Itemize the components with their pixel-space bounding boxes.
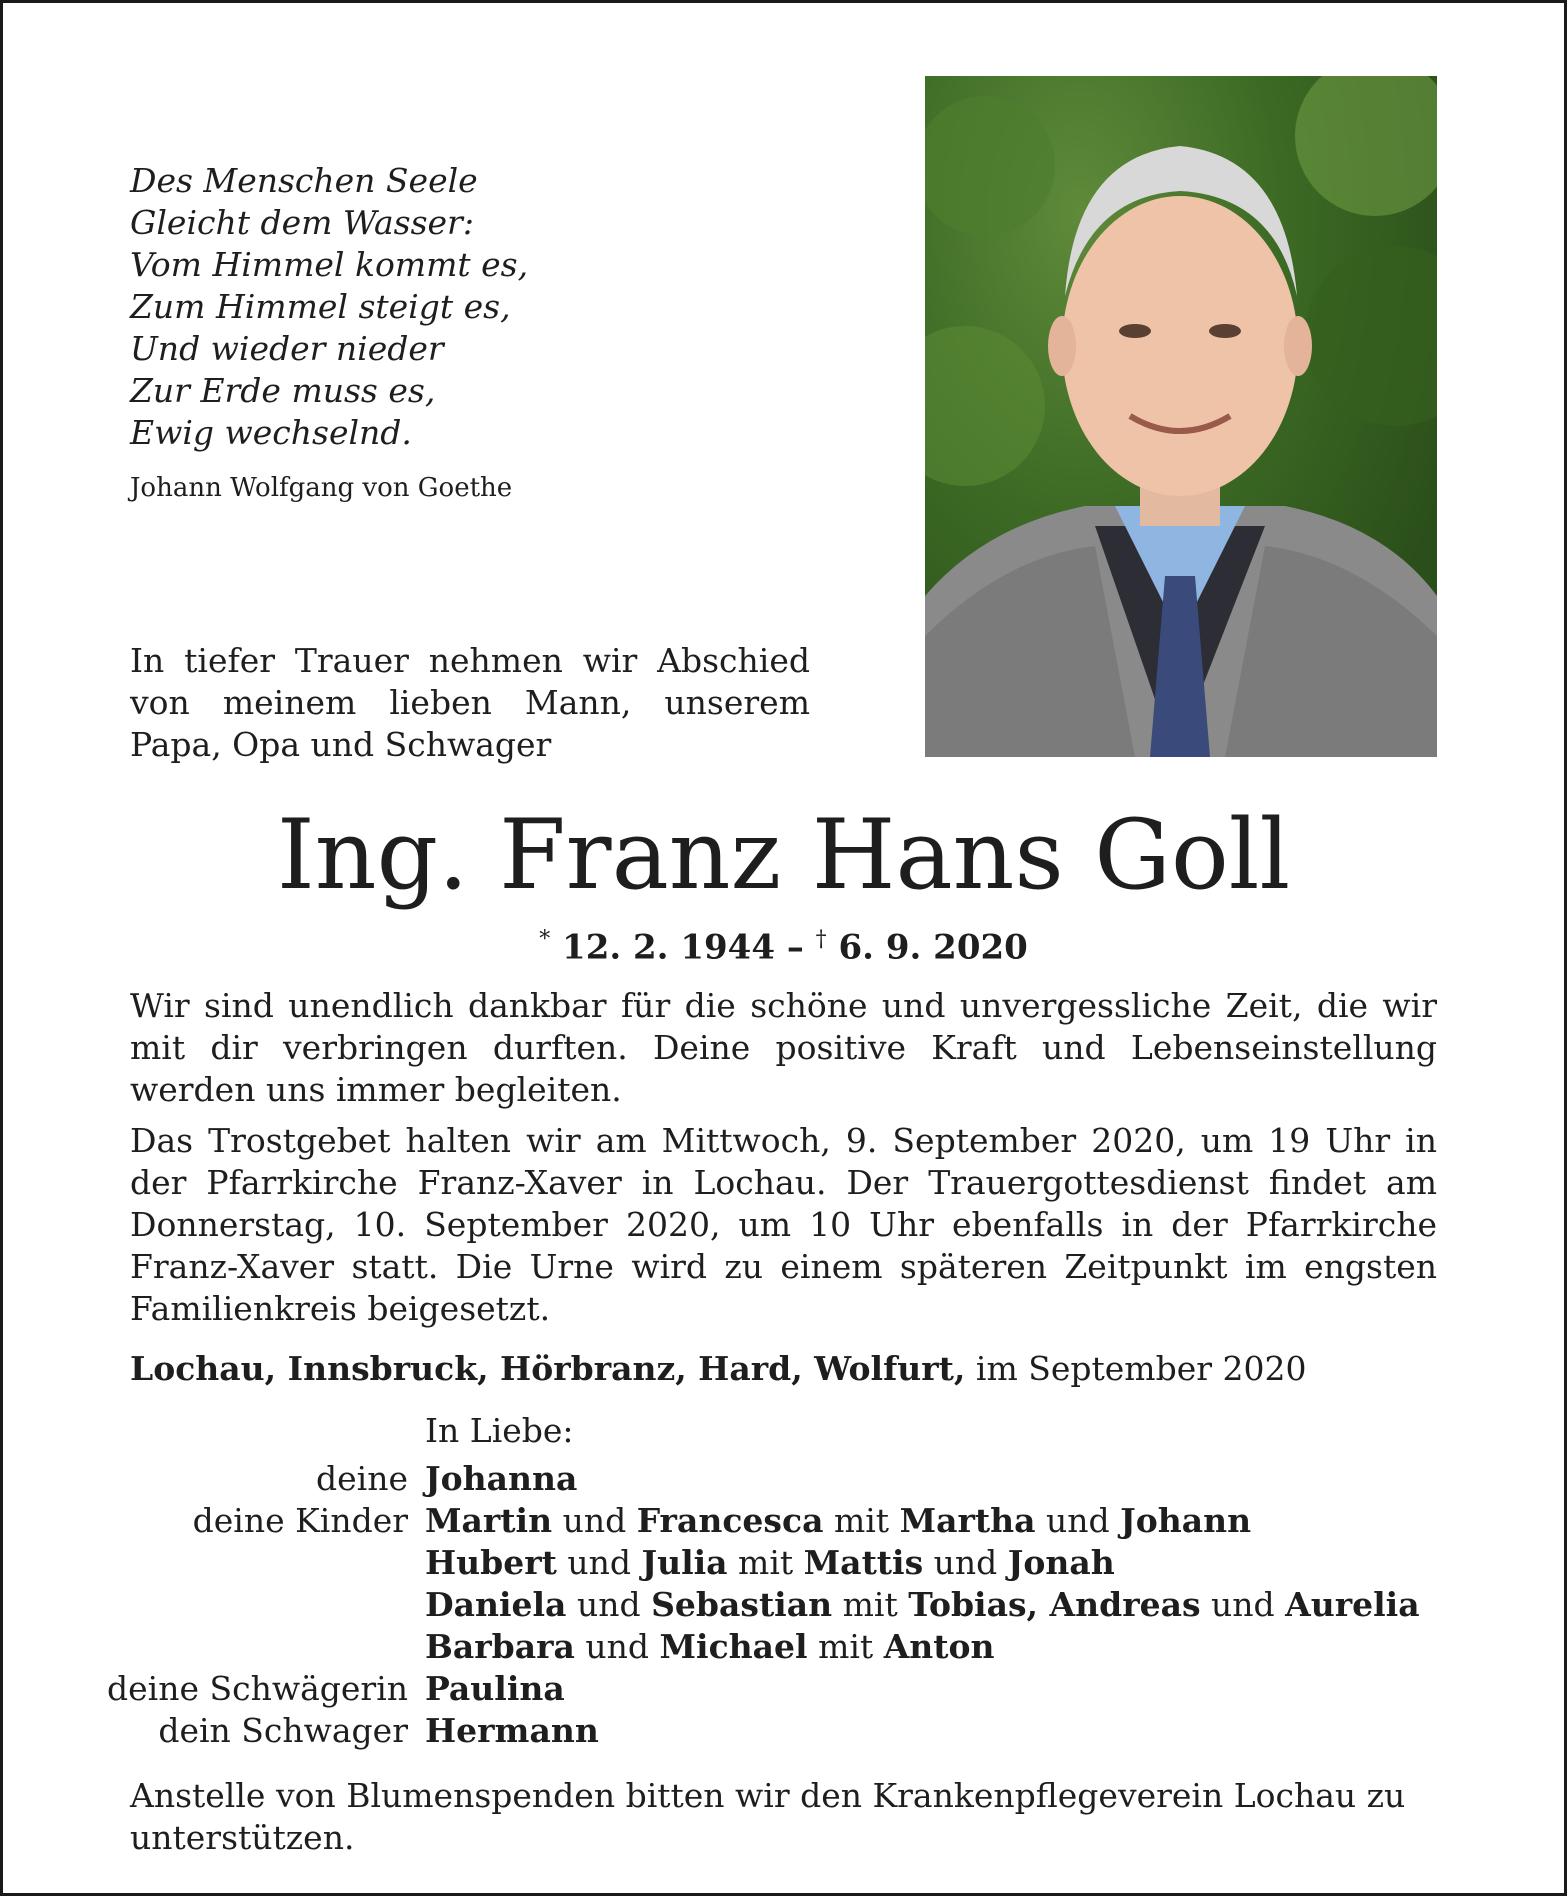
family-member-name: Anton	[883, 1627, 995, 1666]
connector-word: mit	[832, 1585, 909, 1624]
places-line	[130, 1348, 1306, 1390]
deceased-name: Ing. Franz Hans Goll	[276, 799, 1291, 911]
family-names	[425, 1542, 1115, 1584]
family-member-name: Tobias, Andreas	[908, 1585, 1201, 1624]
family-row	[0, 1584, 1567, 1626]
connector-word: mit	[823, 1501, 900, 1540]
gratitude-paragraph: Wir sind unendlich dankbar für die schöne und unvergessliche Zeit, die wir mit dir verbringen durften. Deine positive Kraft und Lebenseinstellung werden uns immer begleiten.	[130, 986, 1437, 1109]
notice-date: im September 2020	[965, 1349, 1307, 1388]
family-member-name: Mattis	[803, 1543, 924, 1582]
family-names	[425, 1500, 1251, 1542]
family-member-name: Martin	[425, 1501, 553, 1540]
family-member-name: Johann	[1120, 1501, 1252, 1540]
connector-word: und	[574, 1627, 660, 1666]
family-member-name: Julia	[641, 1543, 728, 1582]
family-names	[425, 1626, 995, 1668]
family-member-name: Michael	[659, 1627, 808, 1666]
life-dates	[0, 918, 1567, 969]
quote-line: Des Menschen Seele	[130, 161, 478, 200]
family-relation: deine Kinder	[192, 1501, 408, 1540]
family-member-name: Aurelia	[1285, 1585, 1420, 1624]
connector-word: und	[923, 1543, 1008, 1582]
family-member-name: Jonah	[1007, 1543, 1115, 1582]
family-member-name: Hermann	[425, 1711, 599, 1750]
date-separator: –	[774, 927, 816, 968]
family-member-name: Hubert	[425, 1543, 557, 1582]
family-row	[0, 1668, 1567, 1710]
family-member-name: Johanna	[425, 1459, 578, 1498]
family-row	[0, 1626, 1567, 1668]
quote-line: Zum Himmel steigt es,	[130, 287, 511, 326]
family-relation	[0, 1626, 408, 1668]
family-member-name: Sebastian	[651, 1585, 833, 1624]
family-relation: deine Schwägerin	[107, 1669, 408, 1708]
family-names	[425, 1458, 577, 1500]
place-names: Lochau, Innsbruck, Hörbranz, Hard, Wolfurt,	[130, 1349, 966, 1388]
intro-text: In tiefer Trauer nehmen wir Abschied von meinem lieben Mann, unserem Papa, Opa und Schwager	[130, 641, 810, 764]
death-date: 6. 9. 2020	[838, 927, 1028, 968]
portrait-illustration	[925, 76, 1437, 757]
connector-word: und	[566, 1585, 652, 1624]
connector-word: mit	[807, 1627, 884, 1666]
family-member-name: Daniela	[425, 1585, 567, 1624]
family-names	[425, 1584, 1420, 1626]
quote-author: Johann Wolfgang von Goethe	[130, 473, 513, 503]
connector-word: und	[552, 1501, 637, 1540]
quote-line: Zur Erde muss es,	[130, 371, 436, 410]
family-relation: deine	[316, 1459, 408, 1498]
service-info-paragraph: Das Trostgebet halten wir am Mittwoch, 9. September 2020, um 19 Uhr in der Pfarrkirche Franz-Xaver in Lochau. Der Trauergottesdienst findet am Donnerstag, 10. September 2020, um 10 Uhr ebenfalls in der Pfarrkirche Franz-Xaver statt. Die Urne wird zu einem späteren Zeitpunkt im engsten Familienkreis beigesetzt.	[130, 1121, 1437, 1328]
birth-symbol: *	[539, 927, 551, 952]
family-member-name: Barbara	[425, 1627, 575, 1666]
quote-line: Vom Himmel kommt es,	[130, 245, 529, 284]
connector-word: und	[1035, 1501, 1121, 1540]
family-list	[0, 1458, 1567, 1752]
family-row	[0, 1710, 1567, 1752]
family-names	[425, 1668, 565, 1710]
family-row	[0, 1500, 1567, 1542]
closing-request: Anstelle von Blumenspenden bitten wir den Krankenpflegeverein Lochau zu unterstützen.	[130, 1776, 1406, 1857]
quote-line: Gleicht dem Wasser:	[130, 203, 474, 242]
family-relation	[0, 1584, 408, 1626]
family-row	[0, 1458, 1567, 1500]
connector-word: und	[556, 1543, 642, 1582]
family-names	[425, 1710, 599, 1752]
family-relation: dein Schwager	[158, 1711, 408, 1750]
family-member-name: Francesca	[636, 1501, 824, 1540]
birth-date: 12. 2. 1944	[562, 927, 775, 968]
quote-line: Und wieder nieder	[130, 329, 444, 368]
family-member-name: Martha	[899, 1501, 1036, 1540]
goethe-quote	[130, 160, 770, 454]
connector-word: und	[1200, 1585, 1286, 1624]
portrait-photo	[925, 76, 1437, 757]
family-row	[0, 1542, 1567, 1584]
quote-line: Ewig wechselnd.	[130, 413, 412, 452]
in-love-label: In Liebe:	[425, 1411, 574, 1450]
family-relation	[0, 1542, 408, 1584]
death-symbol: †	[815, 927, 827, 952]
family-member-name: Paulina	[425, 1669, 565, 1708]
connector-word: mit	[727, 1543, 804, 1582]
